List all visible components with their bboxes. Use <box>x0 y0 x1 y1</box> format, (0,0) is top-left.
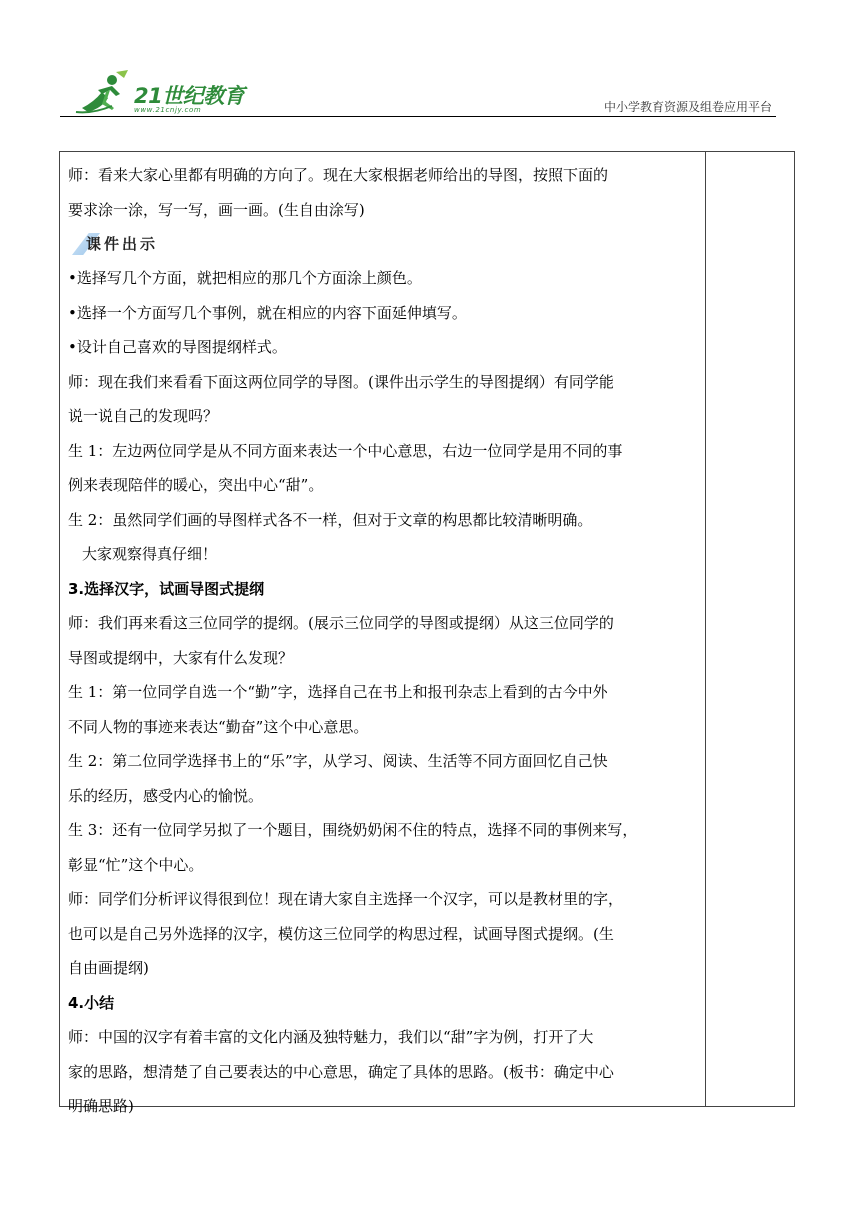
text-line: 不同人物的事迹来表达“勤奋”这个中心意思。 <box>68 717 369 736</box>
section-title: 3.选择汉字，试画导图式提纲 <box>68 579 265 598</box>
courseware-badge <box>68 227 698 261</box>
text-line: 生 1：左边两位同学是从不同方面来表达一个中心意思，右边一位同学是用不同的事 <box>68 441 623 460</box>
bullet-item: •选择写几个方面，就把相应的那几个方面涂上颜色。 <box>68 269 422 287</box>
badge-label: 课件出示 <box>86 234 159 253</box>
text-line: 也可以是自己另外选择的汉字，模仿这三位同学的构思过程，试画导图式提纲。(生 <box>68 924 614 943</box>
text-line: 生 2：虽然同学们画的导图样式各不一样，但对于文章的构思都比较清晰明确。 <box>68 510 593 529</box>
runner-logo-icon <box>72 68 132 116</box>
text-line: 家的思路，想清楚了自己要表达的中心意思，确定了具体的思路。(板书：确定中心 <box>68 1062 614 1081</box>
lesson-table <box>59 151 795 1115</box>
text-line: 导图或提纲中，大家有什么发现？ <box>68 648 294 667</box>
header-divider <box>60 116 776 117</box>
text-line: 乐的经历，感受内心的愉悦。 <box>68 786 264 805</box>
text-line: 要求涂一涂，写一写，画一画。(生自由涂写) <box>68 200 365 219</box>
text-line: 师：我们再来看这三位同学的提纲。(展示三位同学的导图或提纲）从这三位同学的 <box>68 614 614 632</box>
bullet-item: •选择一个方面写几个事例，就在相应的内容下面延伸填写。 <box>68 303 467 322</box>
text-line: 师：现在我们来看看下面这两位同学的导图。(课件出示学生的导图提纲）有同学能 <box>68 372 614 391</box>
text-line: 师：中国的汉字有着丰富的文化内涵及独特魅力，我们以“甜”字为例，打开了大 <box>68 1028 594 1046</box>
praise-line: 大家观察得真仔细！ <box>82 545 218 563</box>
text-line: 自由画提纲) <box>68 959 149 977</box>
section-title: 4.小结 <box>68 993 115 1012</box>
text-line: 明确思路) <box>68 1097 134 1115</box>
bullet-item: •设计自己喜欢的导图提纲样式。 <box>68 338 287 356</box>
lesson-content <box>68 158 698 1124</box>
text-line: 师：看来大家心里都有明确的方向了。现在大家根据老师给出的导图，按照下面的 <box>68 166 609 184</box>
logo-text: 21世纪教育 <box>134 84 245 108</box>
text-line: 生 3：还有一位同学另拟了一个题目，围绕奶奶闲不住的特点，选择不同的事例来写， <box>68 821 638 839</box>
text-line: 彰显“忙”这个中心。 <box>68 855 204 874</box>
logo <box>72 68 252 116</box>
column-divider <box>705 152 706 1106</box>
platform-caption: 中小学教育资源及组卷应用平台 <box>603 100 772 114</box>
text-line: 例来表现陪伴的暖心，突出中心“甜”。 <box>68 476 324 494</box>
text-line: 生 2：第二位同学选择书上的“乐”字，从学习、阅读、生活等不同方面回忆自己快 <box>68 752 608 770</box>
text-line: 说一说自己的发现吗？ <box>68 407 219 425</box>
text-line: 师：同学们分析评议得很到位！现在请大家自主选择一个汉字，可以是教材里的字， <box>68 890 624 908</box>
page-header <box>60 60 776 118</box>
text-line: 生 1：第一位同学自选一个“勤”字，选择自己在书上和报刊杂志上看到的古今中外 <box>68 683 608 701</box>
logo-url: www.21cnjy.com <box>134 106 202 114</box>
